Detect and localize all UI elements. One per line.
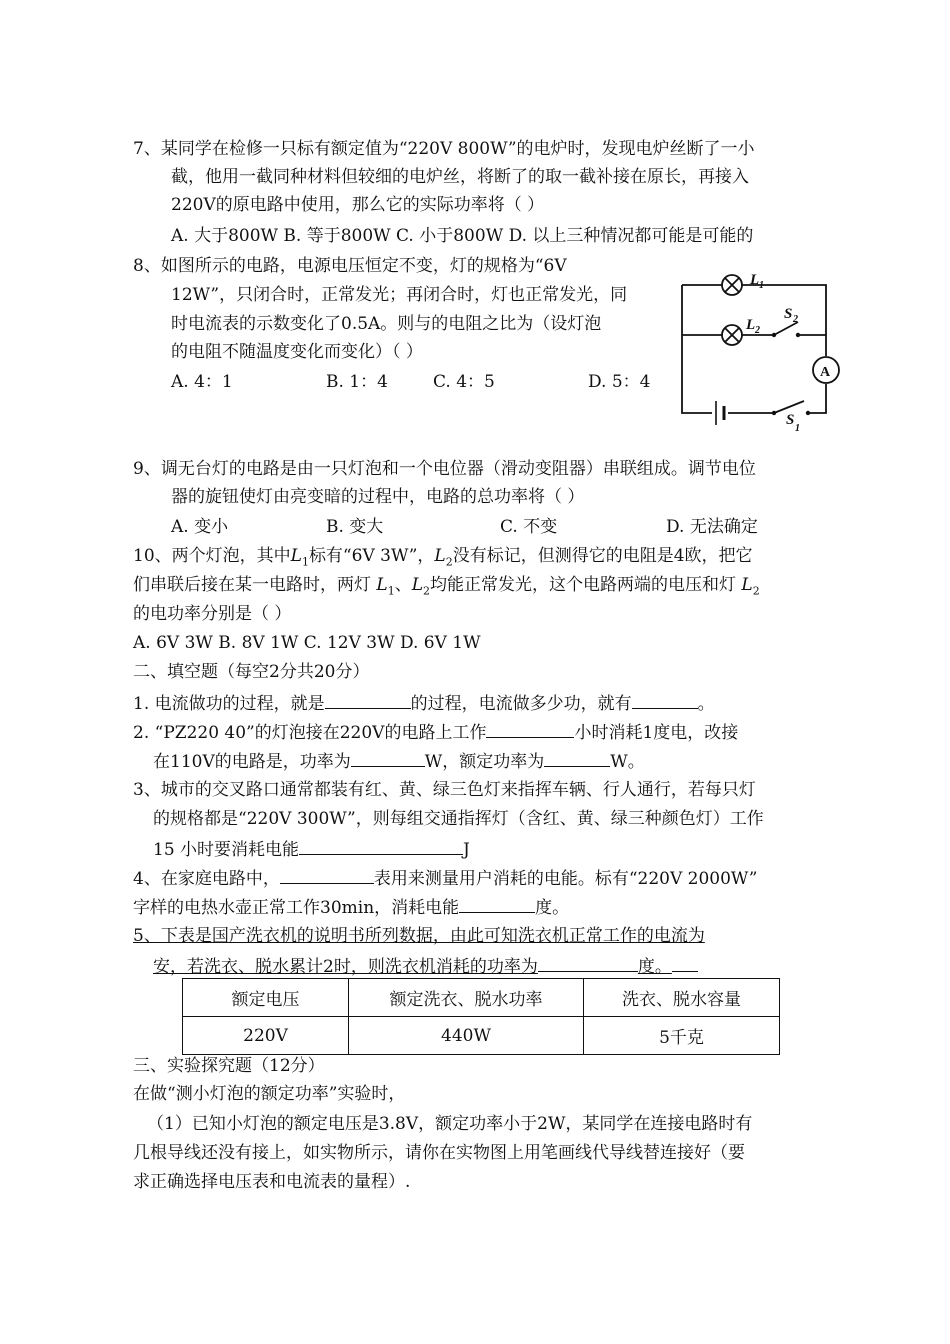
l2-symbol-2-sub: 2: [423, 584, 430, 598]
fill3-line3: [153, 837, 470, 861]
q7-line3: 220V的原电路中使用，那么它的实际功率将（ ）: [171, 195, 545, 215]
fill2-blank1[interactable]: [486, 720, 574, 738]
q9-line2: 器的旋钮使灯由亮变暗的过程中，电路的总功率将（ ）: [171, 487, 585, 507]
fill4-blank1[interactable]: [280, 866, 374, 884]
fill5-line1: 5、下表是国产洗衣机的说明书所列数据，由此可知洗衣机正常工作的电流为: [133, 926, 705, 946]
ammeter-label: A: [820, 365, 831, 380]
fill2-line2: [153, 749, 645, 773]
l1-symbol-2: L: [376, 575, 388, 595]
q9-option-d: D. 无法确定: [666, 517, 758, 537]
q8-option-c: C. 4：5: [433, 372, 495, 392]
table-header-cell: 额定洗衣、脱水功率: [349, 979, 584, 1017]
q10-line2: [133, 574, 760, 602]
fill2-blank2[interactable]: [351, 749, 425, 767]
circuit-diagram: [670, 258, 850, 438]
fill4-c: 字样的电热水壶正常工作30min，消耗电能: [133, 898, 460, 918]
fill1-blank2[interactable]: [632, 691, 698, 709]
s1-label: S: [786, 412, 795, 428]
table-header-cell: 额定电压: [183, 979, 349, 1017]
fill3-blank[interactable]: [299, 837, 463, 855]
washer-spec-table: [182, 978, 780, 1055]
q10-line2-a: 们串联后接在某一电路时，两灯: [133, 575, 377, 595]
table-header-cell: 洗衣、脱水容量: [584, 979, 780, 1017]
q9-line1: 9、调无台灯的电路是由一只灯泡和一个电位器（滑动变阻器）串联组成。调节电位: [133, 459, 756, 479]
l2-label-sub: 2: [755, 325, 760, 336]
fill2-c: 在110V的电路是，功率为: [153, 752, 351, 772]
q7-line1: 7、某同学在检修一只标有额定值为“220V 800W”的电炉时，发现电炉丝断了一小: [133, 139, 755, 159]
fill2-line1: [133, 720, 738, 744]
fill1-a: 1. 电流做功的过程，就是: [133, 694, 325, 714]
l1-symbol-sub: 1: [301, 555, 309, 569]
q8-option-b: B. 1：4: [326, 372, 388, 392]
section3-p1-line1: （1）已知小灯泡的额定电压是3.8V，额定功率小于2W，某同学在连接电路时有: [147, 1114, 753, 1134]
q10-line2-c: 均能正常发光，这个电路两端的电压和灯: [430, 575, 742, 595]
fill2-blank3[interactable]: [544, 749, 610, 767]
s1-label-sub: 1: [795, 423, 800, 434]
q8-line3: 时电流表的示数变化了0.5A。则与的电阻之比为（设灯泡: [171, 314, 602, 334]
q10-line3: 的电功率分别是（ ）: [133, 604, 292, 624]
fill2-d: W，额定功率为: [424, 752, 545, 772]
q10-line1-a: 10、两个灯泡，其中: [133, 546, 291, 566]
l2-symbol-3-sub: 2: [752, 584, 760, 598]
section2-title: 二、填空题（每空2分共20分）: [133, 662, 370, 682]
q8-line4: 的电阻不随温度变化而变化）（ ）: [171, 342, 423, 362]
fill4-line2: [133, 895, 569, 919]
q8-option-a: A. 4：1: [171, 372, 233, 392]
table-cell: 5千克: [584, 1017, 780, 1055]
section3-title: 三、实验探究题（12分）: [133, 1056, 325, 1076]
fill3-line1: 3、城市的交叉路口通常都装有红、黄、绿三色灯来指挥车辆、行人通行，若每只灯: [133, 780, 756, 800]
fill4-a: 4、在家庭电路中，: [133, 869, 280, 889]
fill3-a: 15 小时要消耗电能: [153, 840, 300, 860]
fill1-b: 的过程，电流做多少功，就有: [410, 694, 632, 714]
fill2-a: 2. “PZ220 40”的灯泡接在220V的电路上工作: [133, 723, 487, 743]
fill3-b: J: [463, 840, 470, 860]
fill1: [133, 691, 715, 715]
l1-symbol: L: [290, 546, 302, 566]
fill4-blank2[interactable]: [459, 895, 535, 913]
section3-p1-line2: 几根导线还没有接上，如实物所示，请你在实物图上用笔画线代导线替连接好（要: [133, 1143, 745, 1163]
fill4-line1: [133, 866, 757, 890]
fill1-c: 。: [697, 694, 715, 714]
q8-line1: 8、如图所示的电路，电源电压恒定不变，灯的规格为“6V: [133, 256, 567, 276]
q10-options: A. 6V 3W B. 8V 1W C. 12V 3W D. 6V 1W: [133, 633, 481, 653]
section3-p1-line3: 求正确选择电压表和电流表的量程）.: [133, 1172, 411, 1192]
q9-option-b: B. 变大: [326, 517, 384, 537]
table-header-row: [183, 979, 780, 1017]
fill4-d: 度。: [535, 898, 570, 918]
q10-line1-c: 没有标记，但测得它的电阻是4欧，把它: [452, 546, 753, 566]
q10-line1-b: 标有“6V 3W”，: [308, 546, 435, 566]
l1-symbol-2-sub: 1: [387, 584, 395, 598]
fill5-a: 安，若洗衣、脱水累计2时，则洗衣机消耗的功率为: [153, 957, 538, 977]
l2-symbol: L: [434, 546, 446, 566]
table-cell: 440W: [349, 1017, 584, 1055]
fill5-blank[interactable]: [538, 954, 638, 972]
section3-intro: 在做“测小灯泡的额定功率”实验时，: [133, 1084, 406, 1104]
fill2-e: W。: [610, 752, 645, 772]
fill1-blank1[interactable]: [325, 691, 411, 709]
l2-symbol-3: L: [741, 575, 753, 595]
q7-line2: 截，他用一截同种材料但较细的电炉丝，将断了的取一截补接在原长，再接入: [171, 167, 749, 187]
q8-option-d: D. 5：4: [588, 372, 651, 392]
q10-line2-b: 、: [394, 575, 412, 595]
table-row: [183, 1017, 780, 1055]
l1-label-sub: 1: [759, 280, 764, 291]
fill5-line2: [153, 954, 698, 978]
q9-option-c: C. 不变: [500, 517, 558, 537]
l2-symbol-sub: 2: [445, 555, 453, 569]
fill5-trailing-line: [672, 954, 698, 972]
l2-label: L: [746, 317, 756, 333]
q9-option-a: A. 变小: [171, 517, 229, 537]
fill3-line2: 的规格都是“220V 300W”，则每组交通指挥灯（含红、黄、绿三种颜色灯）工作: [153, 809, 764, 829]
fill2-b: 小时消耗1度电，改接: [574, 723, 739, 743]
q7-options: A. 大于800W B. 等于800W C. 小于800W D. 以上三种情况都可能是可能的: [171, 226, 754, 246]
fill5-b: 度。: [637, 957, 672, 977]
l2-symbol-2: L: [411, 575, 423, 595]
q8-line2: 12W”，只闭合时，正常发光；再闭合时，灯也正常发光，同: [171, 285, 628, 305]
l1-label: L: [750, 272, 760, 288]
s2-label-sub: 2: [793, 314, 798, 325]
q10-line1: [133, 545, 753, 573]
fill4-b: 表用来测量用户消耗的电能。标有“220V 2000W”: [373, 869, 758, 889]
s2-label: S: [784, 306, 793, 322]
table-cell: 220V: [183, 1017, 349, 1055]
